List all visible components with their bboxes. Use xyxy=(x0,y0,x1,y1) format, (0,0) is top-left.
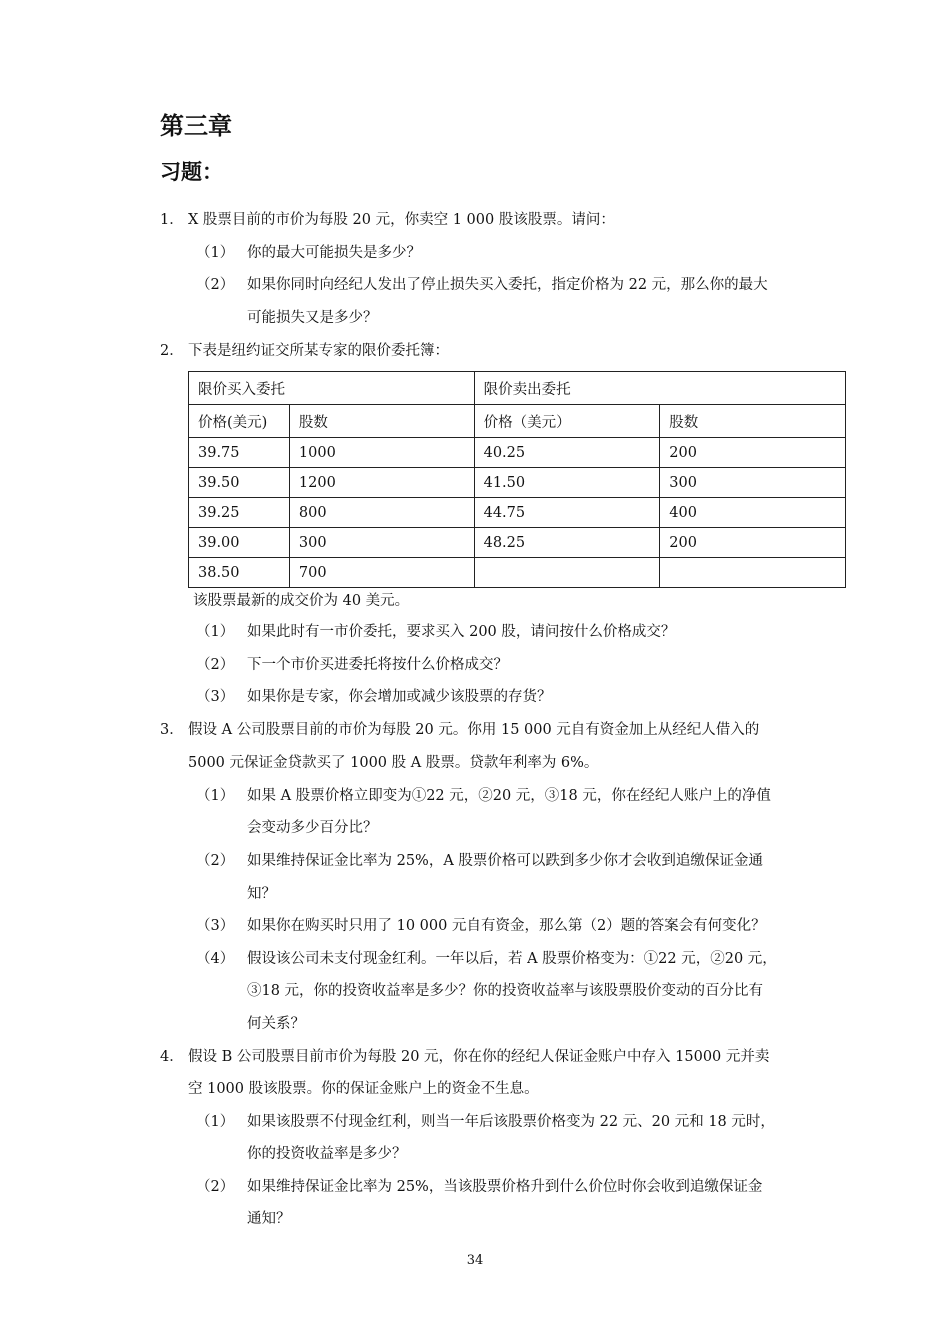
subquestion-number: （2） xyxy=(196,853,235,869)
table-cell xyxy=(474,558,660,588)
table-cell: 700 xyxy=(289,558,474,588)
question-number: 4． xyxy=(160,1049,184,1065)
subquestion-text: 如果此时有一市价委托，要求买入 200 股，请问按什么价格成交？ xyxy=(247,624,676,640)
question-number: 2． xyxy=(160,343,184,359)
table-cell: 38.50 xyxy=(189,558,290,588)
subquestion-text: 如果该股票不付现金红利，则当一年后该股票价格变为 22 元、20 元和 18 元时， xyxy=(247,1114,775,1130)
subquestion-number: （4） xyxy=(196,951,235,967)
subquestion-text: 如果你是专家，你会增加或减少该股票的存货？ xyxy=(247,689,552,705)
subquestion-number: （2） xyxy=(196,1179,235,1195)
table-cell: 39.25 xyxy=(189,498,290,528)
table-header-row xyxy=(189,372,846,405)
subquestion-number: （1） xyxy=(196,788,235,804)
question-text: 下表是纽约证交所某专家的限价委托簿： xyxy=(188,343,449,359)
table-row xyxy=(189,498,846,528)
sell-orders-header: 限价卖出委托 xyxy=(474,372,845,405)
col-buy-shares: 股数 xyxy=(289,405,474,438)
table-row xyxy=(189,558,846,588)
table-cell: 300 xyxy=(289,528,474,558)
subquestion-text: 知？ xyxy=(247,886,276,902)
table-cell: 300 xyxy=(660,468,846,498)
buy-orders-header: 限价买入委托 xyxy=(189,372,475,405)
subquestion-number: （1） xyxy=(196,245,235,261)
table-note: 该股票最新的成交价为 40 美元。 xyxy=(193,593,410,609)
table-row xyxy=(189,438,846,468)
col-sell-price: 价格（美元） xyxy=(474,405,660,438)
subquestion-text: 可能损失又是多少？ xyxy=(247,310,378,326)
subquestion-text: 你的投资收益率是多少？ xyxy=(247,1146,407,1162)
subquestion-text: 如果维持保证金比率为 25%，A 股票价格可以跌到多少你才会收到追缴保证金通 xyxy=(247,853,763,869)
subquestion-text: 如果维持保证金比率为 25%，当该股票价格升到什么价位时你会收到追缴保证金 xyxy=(247,1179,763,1195)
table-cell: 200 xyxy=(660,438,846,468)
table-cell: 48.25 xyxy=(474,528,660,558)
subquestion-number: （1） xyxy=(196,1114,235,1130)
table-cell: 400 xyxy=(660,498,846,528)
subquestion-text: 如果你在购买时只用了 10 000 元自有资金，那么第（2）题的答案会有何变化？ xyxy=(247,918,766,934)
subquestion-number: （1） xyxy=(196,624,235,640)
subquestion-text: 下一个市价买进委托将按什么价格成交？ xyxy=(247,657,508,673)
table-cell: 44.75 xyxy=(474,498,660,528)
subquestion-text: 假设该公司未支付现金红利。一年以后，若 A 股票价格变为：①22 元，②20 元， xyxy=(247,951,777,967)
question-text: 5000 元保证金贷款买了 1000 股 A 股票。贷款年利率为 6%。 xyxy=(188,755,599,771)
subquestion-text: 何关系？ xyxy=(247,1016,305,1032)
subquestion-text: 如果 A 股票价格立即变为①22 元，②20 元，③18 元，你在经纪人账户上的净值 xyxy=(247,788,771,804)
question-number: 3． xyxy=(160,722,184,738)
section-title: 习题： xyxy=(160,160,223,184)
table-cell: 39.75 xyxy=(189,438,290,468)
question-number: 1． xyxy=(160,212,184,228)
page-number: 34 xyxy=(466,1253,484,1268)
question-text: X 股票目前的市价为每股 20 元，你卖空 1 000 股该股票。请问： xyxy=(188,212,615,228)
table-cell: 39.00 xyxy=(189,528,290,558)
table-row xyxy=(189,528,846,558)
subquestion-number: （2） xyxy=(196,277,235,293)
table-cell xyxy=(660,558,846,588)
subquestion-number: （3） xyxy=(196,918,235,934)
subquestion-text: 你的最大可能损失是多少？ xyxy=(247,245,421,261)
col-sell-shares: 股数 xyxy=(660,405,846,438)
question-text: 假设 B 公司股票目前市价为每股 20 元，你在你的经纪人保证金账户中存入 15000 元并卖 xyxy=(188,1049,770,1065)
subquestion-text: ③18 元，你的投资收益率是多少？你的投资收益率与该股票股价变动的百分比有 xyxy=(247,983,764,999)
question-text: 假设 A 公司股票目前的市价为每股 20 元。你用 15 000 元自有资金加上从经纪人借入的 xyxy=(188,722,760,738)
col-buy-price: 价格(美元) xyxy=(189,405,290,438)
table-cell: 800 xyxy=(289,498,474,528)
table-cell: 200 xyxy=(660,528,846,558)
table-cell: 39.50 xyxy=(189,468,290,498)
table-cell: 1000 xyxy=(289,438,474,468)
subquestion-number: （2） xyxy=(196,657,235,673)
table-column-row xyxy=(189,405,846,438)
subquestion-text: 如果你同时向经纪人发出了停止损失买入委托，指定价格为 22 元，那么你的最大 xyxy=(247,277,768,293)
subquestion-number: （3） xyxy=(196,689,235,705)
question-text: 空 1000 股该股票。你的保证金账户上的资金不生息。 xyxy=(188,1081,539,1097)
table-row xyxy=(189,468,846,498)
table-cell: 1200 xyxy=(289,468,474,498)
subquestion-text: 通知？ xyxy=(247,1211,291,1227)
table-cell: 40.25 xyxy=(474,438,660,468)
limit-order-book-table xyxy=(188,371,846,588)
chapter-title: 第三章 xyxy=(160,112,232,140)
subquestion-text: 会变动多少百分比？ xyxy=(247,820,378,836)
table-cell: 41.50 xyxy=(474,468,660,498)
